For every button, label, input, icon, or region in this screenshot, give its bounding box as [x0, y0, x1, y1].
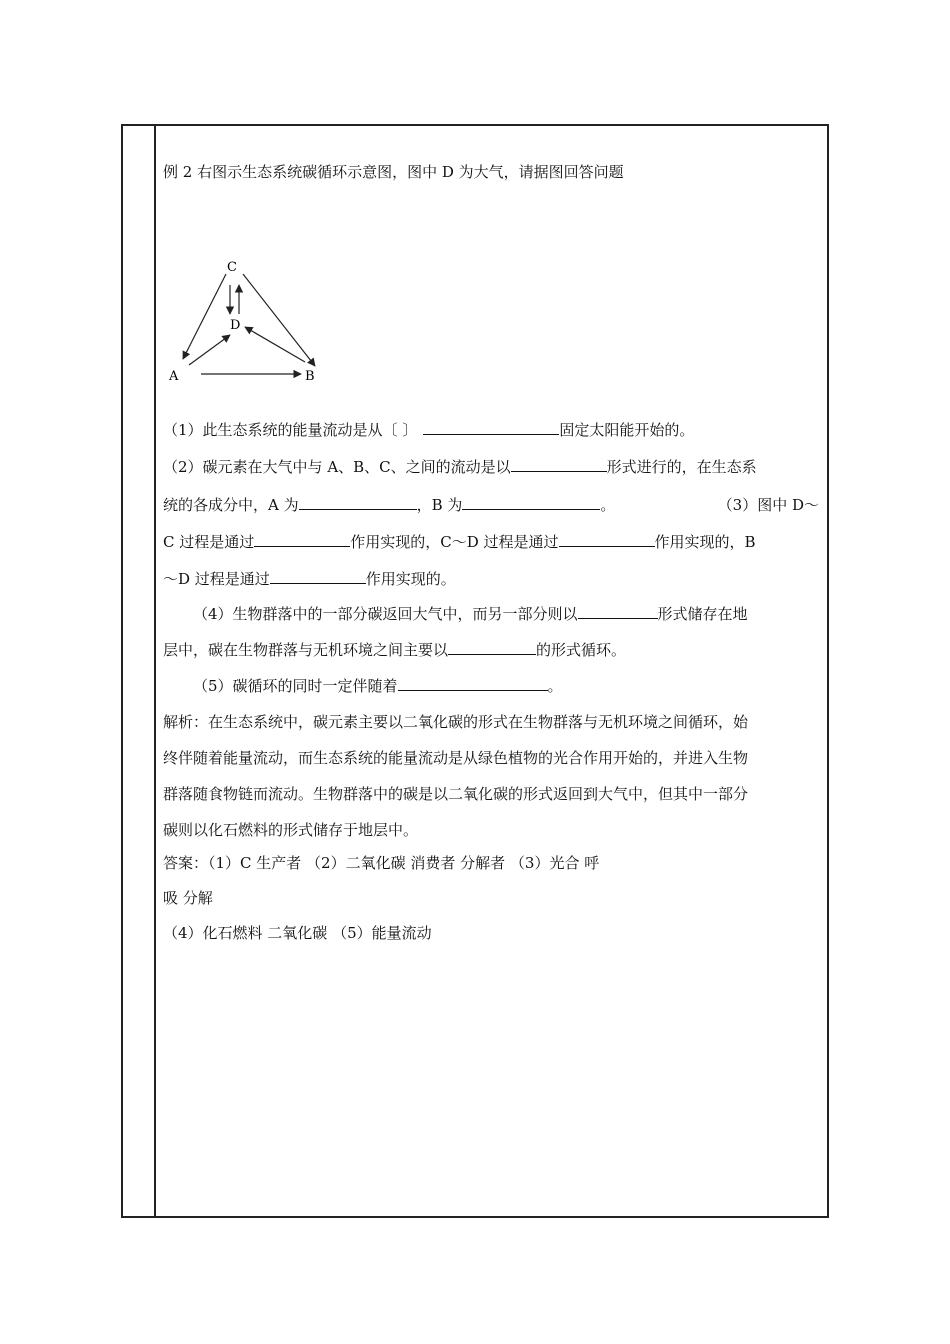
analysis-line-2: 终伴随着能量流动，而生态系统的能量流动是从绿色植物的光合作用开始的，并进入生物 [163, 749, 749, 767]
node-c-label: C [227, 260, 237, 275]
answer-line-3: （4）化石燃料 二氧化碳 （5）能量流动 [163, 924, 432, 942]
question-3-line2: ～D 过程是通过 作用实现的。 [163, 570, 456, 588]
arrow-c-to-b [243, 274, 315, 366]
node-b-label: B [305, 369, 315, 384]
analysis-line-4: 碳则以化石燃料的形式储存于地层中。 [163, 821, 419, 839]
arrow-b-to-d [245, 327, 305, 362]
arrow-c-to-a [183, 274, 226, 359]
answer-line-1: 答案：（1）C 生产者 （2）二氧化碳 消费者 分解者 （3）光合 呼 [163, 854, 600, 872]
example-title: 例 2 右图示生态系统碳循环示意图，图中 D 为大气，请据图回答问题 [163, 163, 624, 181]
node-d-label: D [230, 318, 241, 333]
question-4-line2: 层中，碳在生物群落与无机环境之间主要以 的形式循环。 [163, 641, 627, 659]
analysis-line-1: 解析：在生态系统中，碳元素主要以二氧化碳的形式在生物群落与无机环境之间循环，始 [163, 713, 749, 731]
arrow-a-to-d [189, 335, 230, 365]
answer-line-2: 吸 分解 [163, 889, 213, 907]
question-4-line1: （4）生物群落中的一部分碳返回大气中，而另一部分则以 形式储存在地 [193, 605, 748, 623]
column-divider [154, 124, 156, 1218]
carbon-cycle-diagram [163, 256, 333, 386]
question-2-line1: （2）碳元素在大气中与 A、B、C、之间的流动是以 形式进行的，在生态系 [163, 458, 757, 476]
analysis-line-3: 群落随食物链而流动。生物群落中的碳是以二氧化碳的形式返回到大气中，但其中一部分 [163, 785, 749, 803]
question-3-line1: C 过程是通过 作用实现的，C～D 过程是通过 作用实现的，B [163, 533, 756, 551]
question-5: （5）碳循环的同时一定伴随着 。 [193, 677, 563, 695]
node-a-label: A [169, 369, 179, 384]
question-1: （1）此生态系统的能量流动是从〔 〕 固定太阳能开始的。 [163, 421, 695, 439]
question-2-line2: 统的各成分中，A 为 ，B 为 。 （3）图中 D～ [163, 496, 819, 514]
